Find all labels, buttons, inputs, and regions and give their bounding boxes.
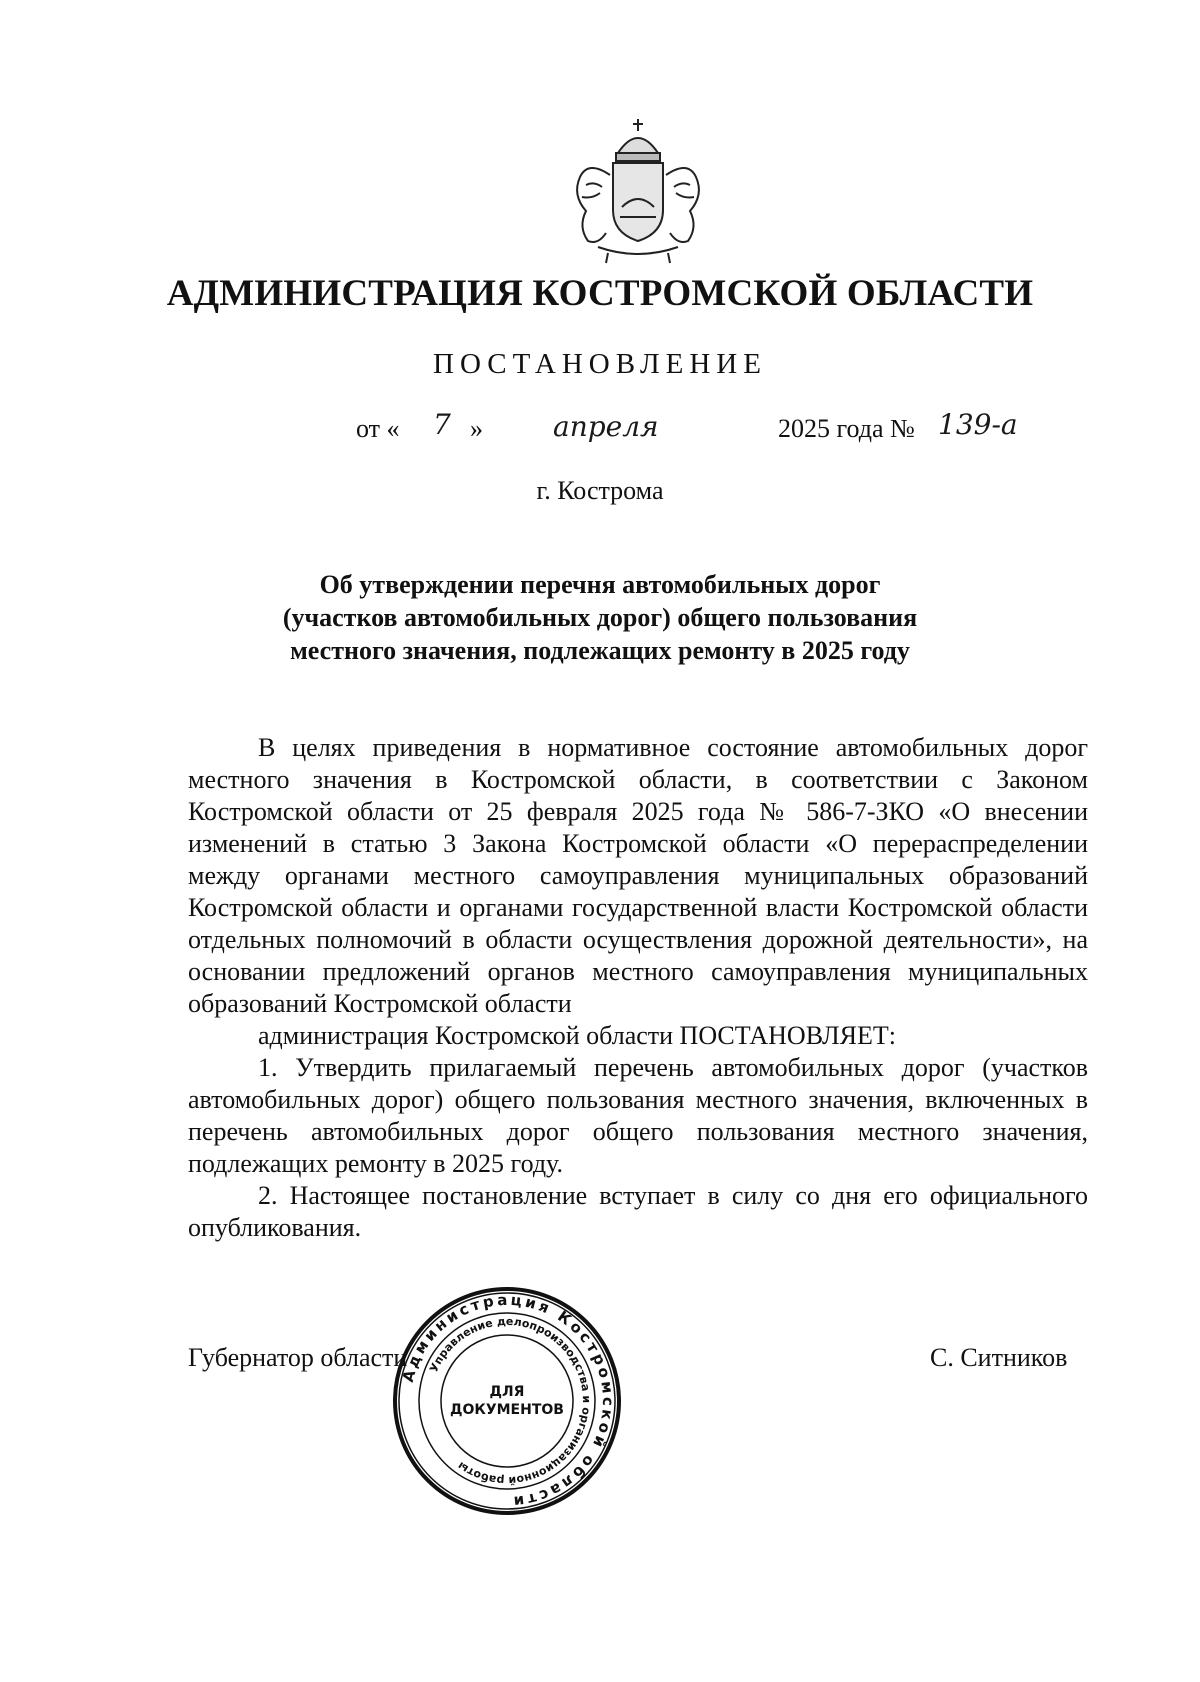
svg-text:Управление делопроизводства и xyxy=(427,1315,593,1487)
decree-paragraph: администрация Костромской области ПОСТАНОВЛЯЕТ: xyxy=(258,1021,897,1050)
coat-of-arms-icon xyxy=(558,115,718,265)
subject-line: местного значения, подлежащих ремонту в 2025 году xyxy=(290,636,910,665)
item-1-paragraph: 1. Утвердить прилагаемый перечень автомобильных дорог (участков автомобильных дорог) общего пользования местного значения, включенных в перечень автомобильных дорог общего пользования местного значения, подлежащих ремонту в 2025 году. xyxy=(188,1053,1088,1178)
document-subject xyxy=(150,568,1050,667)
subject-line: (участков автомобильных дорог) общего пользования xyxy=(282,603,918,632)
date-month: апреля xyxy=(553,410,659,443)
stamp-outer-text: Администрация Костромской области xyxy=(398,1290,618,1512)
signatory-position: Губернатор области xyxy=(188,1343,408,1372)
organization-title: АДМИНИСТРАЦИЯ КОСТРОМСКОЙ ОБЛАСТИ xyxy=(166,273,1034,314)
subject-line: Об утверждении перечня автомобильных дорог xyxy=(319,570,881,599)
stamp-center-line-1: ДЛЯ xyxy=(489,1384,525,1400)
date-prefix: от « xyxy=(356,414,400,443)
signatory-name: С. Ситников xyxy=(930,1343,1068,1372)
document-body xyxy=(188,732,1088,1244)
date-year: 2025 года № xyxy=(778,414,915,443)
city: г. Кострома xyxy=(536,476,664,505)
document-type: ПОСТАНОВЛЕНИЕ xyxy=(433,348,767,380)
stamp-inner-text: Управление делопроизводства и организационной работы xyxy=(427,1314,594,1488)
item-2-paragraph: 2. Настоящее постановление вступает в силу со дня его официального опубликования. xyxy=(188,1181,1088,1242)
stamp-center-line-2: ДОКУМЕНТОВ xyxy=(450,1402,564,1418)
date-day: 7 xyxy=(433,408,451,441)
document-number: 139-а xyxy=(938,408,1018,441)
preamble-paragraph: В целях приведения в нормативное состояние автомобильных дорог местного значения в Костромской области, в соответствии с Законом Костромской области от 25 февраля 2025 года № 586-7-ЗКО «О внесении изменений в статью 3 Закона Костромской области «О перераспределении между органами местного самоуправления муниципальных образований Костромской области и органами государственной власти Костромской области отдельных полномочий в области осуществления дорожной деятельности», на основании предложений органов местного самоуправления муниципальных образований Костромской области xyxy=(188,733,1088,1018)
date-line xyxy=(0,408,1200,452)
official-stamp xyxy=(392,1286,622,1516)
date-close: » xyxy=(470,414,483,443)
